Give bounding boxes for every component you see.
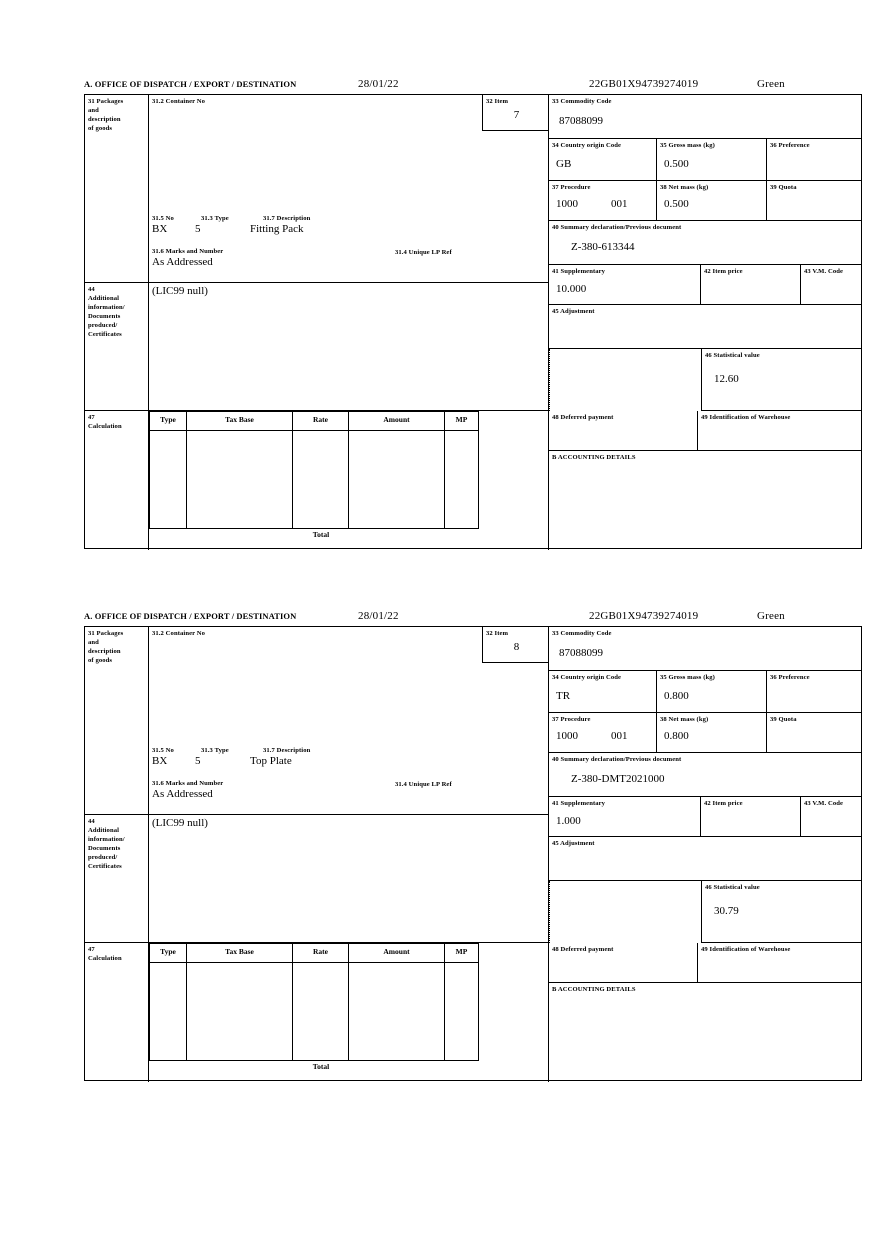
box-45-cell bbox=[549, 305, 861, 349]
box-40-value: Z-380-613344 bbox=[571, 241, 635, 253]
box-37-cell-2 bbox=[549, 713, 657, 753]
box-49-cell-2 bbox=[698, 943, 861, 983]
box-47-col-rate-label: Rate bbox=[313, 415, 328, 424]
box-35-cell bbox=[657, 139, 767, 181]
box-31-label-line-3: description bbox=[88, 648, 121, 656]
box-47-col-amount-label: Amount bbox=[383, 947, 410, 956]
box-47-total-label: Total bbox=[312, 530, 330, 539]
box-38-cell-2 bbox=[657, 713, 767, 753]
box-31-6-marks-label: 31.6 Marks and Number bbox=[152, 780, 224, 787]
box-47-table-cell bbox=[149, 411, 549, 550]
box-46-value: 30.79 bbox=[714, 905, 739, 917]
box-44-label-line-1: 44 bbox=[88, 286, 95, 293]
box-32-label: 32 Item bbox=[486, 630, 509, 637]
box-47-body-type bbox=[149, 963, 187, 1061]
box-47-label-cell-2 bbox=[85, 943, 149, 1082]
movement-reference-number: 22GB01X94739274019 bbox=[589, 78, 699, 90]
box-37-value-additional: 001 bbox=[611, 198, 628, 210]
box-44-label-line-3: information/ bbox=[88, 836, 125, 844]
box-47-body-mp bbox=[445, 431, 479, 529]
box-47-table-cell-2 bbox=[149, 943, 549, 1082]
box-44-label-cell-2 bbox=[85, 815, 149, 943]
box-31-6-marks-value: As Addressed bbox=[152, 788, 213, 800]
declaration-form-item-8 bbox=[84, 610, 862, 1081]
box-47-col-type bbox=[149, 943, 187, 963]
box-45-label: 45 Adjustment bbox=[552, 308, 595, 315]
box-44-value: (LIC99 null) bbox=[152, 817, 208, 829]
box-47-body-amount bbox=[349, 431, 445, 529]
box-44-label-line-6: Certificates bbox=[88, 863, 122, 871]
box-32-label: 32 Item bbox=[486, 98, 509, 105]
box-45-cell-2 bbox=[549, 837, 861, 881]
box-47-col-taxbase bbox=[187, 411, 293, 431]
box-42-label: 42 Item price bbox=[704, 268, 743, 275]
declaration-grid bbox=[84, 94, 862, 549]
box-45-46-divider-2 bbox=[549, 881, 550, 943]
box-39-label: 39 Quota bbox=[770, 716, 797, 723]
box-31-7-description-label: 31.7 Description bbox=[263, 747, 311, 754]
box-33-cell-2 bbox=[549, 627, 861, 671]
box-48-cell bbox=[549, 411, 698, 451]
form-header-2 bbox=[84, 610, 862, 626]
box-47-col-rate bbox=[293, 411, 349, 431]
box-41-value: 1.000 bbox=[556, 815, 581, 827]
box-33-cell bbox=[549, 95, 861, 139]
box-33-label: 33 Commodity Code bbox=[552, 630, 612, 637]
box-34-label: 34 Country origin Code bbox=[552, 142, 622, 149]
box-31-4-unique-lp-label: 31.4 Unique LP Ref bbox=[395, 781, 452, 788]
box-34-cell-2 bbox=[549, 671, 657, 713]
box-32-value: 7 bbox=[513, 109, 520, 121]
box-47-body-taxbase bbox=[187, 963, 293, 1061]
box-42-cell-2 bbox=[701, 797, 801, 837]
box-39-cell bbox=[767, 181, 861, 221]
route-lane: Green bbox=[757, 78, 785, 90]
box-31-5-no-value: BX bbox=[152, 755, 168, 767]
box-38-label: 38 Net mass (kg) bbox=[660, 184, 709, 191]
box-36-label: 36 Preference bbox=[770, 674, 810, 681]
box-38-label: 38 Net mass (kg) bbox=[660, 716, 709, 723]
box-47-label-line-2: Calculation bbox=[88, 955, 122, 963]
box-47-label-line-1: 47 bbox=[88, 946, 95, 953]
box-44-label-line-2: Additional bbox=[88, 295, 120, 303]
box-42-label: 42 Item price bbox=[704, 800, 743, 807]
box-47-col-amount-label: Amount bbox=[383, 415, 410, 424]
box-31-2-container-label: 31.2 Container No bbox=[152, 630, 206, 637]
box-49-label: 49 Identification of Warehouse bbox=[701, 946, 791, 953]
box-47-col-type bbox=[149, 411, 187, 431]
box-41-cell-2 bbox=[549, 797, 701, 837]
box-37-value-additional: 001 bbox=[611, 730, 628, 742]
box-49-label: 49 Identification of Warehouse bbox=[701, 414, 791, 421]
box-47-col-amount bbox=[349, 943, 445, 963]
box-47-col-mp-label: MP bbox=[455, 947, 468, 956]
declaration-date-2: 28/01/22 bbox=[358, 610, 399, 622]
box-37-label: 37 Procedure bbox=[552, 184, 591, 191]
box-47-col-mp-label: MP bbox=[455, 415, 468, 424]
box-31-7-description-value: Top Plate bbox=[250, 755, 292, 767]
box-37-cell bbox=[549, 181, 657, 221]
box-31-3-type-label: 31.3 Type bbox=[201, 747, 229, 754]
box-43-label: 43 V.M. Code bbox=[804, 268, 844, 275]
box-31-5-no-label: 31.5 No bbox=[152, 747, 174, 754]
box-47-label-line-1: 47 bbox=[88, 414, 95, 421]
box-31-label-line-1: 31 Packages bbox=[88, 630, 124, 637]
box-b-label: B ACCOUNTING DETAILS bbox=[552, 986, 636, 993]
box-48-label: 48 Deferred payment bbox=[552, 946, 614, 953]
box-b-label: B ACCOUNTING DETAILS bbox=[552, 454, 636, 461]
box-44-label-line-2: Additional bbox=[88, 827, 120, 835]
box-47-col-rate-label: Rate bbox=[313, 947, 328, 956]
box-47-body-mp bbox=[445, 963, 479, 1061]
box-44-label-line-6: Certificates bbox=[88, 331, 122, 339]
box-44-label-cell bbox=[85, 283, 149, 411]
box-48-label: 48 Deferred payment bbox=[552, 414, 614, 421]
box-40-cell bbox=[549, 221, 861, 265]
route-lane-2: Green bbox=[757, 610, 785, 622]
box-35-value: 0.500 bbox=[664, 158, 689, 170]
box-35-label: 35 Gross mass (kg) bbox=[660, 142, 715, 149]
box-40-label: 40 Summary declaration/Previous document bbox=[552, 756, 682, 763]
box-31-label-line-4: of goods bbox=[88, 125, 113, 133]
box-39-label: 39 Quota bbox=[770, 184, 797, 191]
box-42-cell bbox=[701, 265, 801, 305]
box-31-3-type-value: 5 bbox=[195, 755, 201, 767]
box-37-value-procedure: 1000 bbox=[556, 198, 578, 210]
office-of-dispatch-label: A. OFFICE OF DISPATCH / EXPORT / DESTINATION bbox=[84, 79, 297, 89]
box-44-content-cell-2 bbox=[149, 815, 549, 943]
box-31-label-line-2: and bbox=[88, 639, 99, 647]
box-31-7-description-label: 31.7 Description bbox=[263, 215, 311, 222]
box-46-cell-2 bbox=[701, 881, 861, 943]
box-47-col-amount bbox=[349, 411, 445, 431]
declaration-form-item-7 bbox=[84, 78, 862, 549]
box-43-cell-2 bbox=[801, 797, 861, 837]
box-36-cell-2 bbox=[767, 671, 861, 713]
box-34-cell bbox=[549, 139, 657, 181]
box-44-label-line-5: produced/ bbox=[88, 854, 118, 862]
box-33-value: 87088099 bbox=[559, 647, 603, 659]
box-47-col-taxbase bbox=[187, 943, 293, 963]
box-32-cell-2 bbox=[482, 627, 549, 663]
box-48-cell-2 bbox=[549, 943, 698, 983]
box-47-label-line-2: Calculation bbox=[88, 423, 122, 431]
box-46-cell bbox=[701, 349, 861, 411]
box-31-5-no-label: 31.5 No bbox=[152, 215, 174, 222]
box-47-body-taxbase bbox=[187, 431, 293, 529]
box-44-label-line-4: Documents bbox=[88, 845, 121, 853]
box-36-label: 36 Preference bbox=[770, 142, 810, 149]
box-47-col-mp bbox=[445, 943, 479, 963]
box-46-label: 46 Statistical value bbox=[705, 352, 760, 359]
box-47-label-cell bbox=[85, 411, 149, 550]
box-41-value: 10.000 bbox=[556, 283, 587, 295]
box-31-4-unique-lp-label: 31.4 Unique LP Ref bbox=[395, 249, 452, 256]
box-45-46-divider bbox=[549, 349, 550, 411]
box-33-value: 87088099 bbox=[559, 115, 603, 127]
box-34-label: 34 Country origin Code bbox=[552, 674, 622, 681]
box-47-col-type-label: Type bbox=[160, 947, 176, 956]
box-40-value: Z-380-DMT2021000 bbox=[571, 773, 665, 785]
box-38-cell bbox=[657, 181, 767, 221]
box-31-label-line-4: of goods bbox=[88, 657, 113, 665]
box-38-value: 0.500 bbox=[664, 198, 689, 210]
box-43-cell bbox=[801, 265, 861, 305]
box-b-accounting-cell-2 bbox=[549, 983, 861, 1082]
box-44-value: (LIC99 null) bbox=[152, 285, 208, 297]
box-41-label: 41 Supplementary bbox=[552, 800, 606, 807]
declaration-grid-2 bbox=[84, 626, 862, 1081]
box-44-label-line-1: 44 bbox=[88, 818, 95, 825]
box-36-cell bbox=[767, 139, 861, 181]
box-40-cell-2 bbox=[549, 753, 861, 797]
movement-reference-number-2: 22GB01X94739274019 bbox=[589, 610, 699, 622]
box-43-label: 43 V.M. Code bbox=[804, 800, 844, 807]
box-47-col-taxbase-label: Tax Base bbox=[225, 947, 254, 956]
office-of-dispatch-label-2: A. OFFICE OF DISPATCH / EXPORT / DESTINATION bbox=[84, 611, 297, 621]
box-47-body-type bbox=[149, 431, 187, 529]
box-39-cell-2 bbox=[767, 713, 861, 753]
box-44-label-line-5: produced/ bbox=[88, 322, 118, 330]
box-31-label-line-3: description bbox=[88, 116, 121, 124]
box-38-value: 0.800 bbox=[664, 730, 689, 742]
box-31-7-description-value: Fitting Pack bbox=[250, 223, 304, 235]
box-32-value: 8 bbox=[513, 641, 520, 653]
box-47-col-rate bbox=[293, 943, 349, 963]
box-31-6-marks-label: 31.6 Marks and Number bbox=[152, 248, 224, 255]
box-44-content-cell bbox=[149, 283, 549, 411]
box-35-cell-2 bbox=[657, 671, 767, 713]
box-31-5-no-value: BX bbox=[152, 223, 168, 235]
box-47-body-rate bbox=[293, 431, 349, 529]
form-header bbox=[84, 78, 862, 94]
box-31-6-marks-value: As Addressed bbox=[152, 256, 213, 268]
box-37-label: 37 Procedure bbox=[552, 716, 591, 723]
box-47-total-label: Total bbox=[312, 1062, 330, 1071]
box-46-label: 46 Statistical value bbox=[705, 884, 760, 891]
box-49-cell bbox=[698, 411, 861, 451]
box-31-label-cell bbox=[85, 95, 149, 283]
box-31-3-type-value: 5 bbox=[195, 223, 201, 235]
box-35-value: 0.800 bbox=[664, 690, 689, 702]
box-37-value-procedure: 1000 bbox=[556, 730, 578, 742]
box-40-label: 40 Summary declaration/Previous document bbox=[552, 224, 682, 231]
box-47-body-rate bbox=[293, 963, 349, 1061]
box-31-label-line-1: 31 Packages bbox=[88, 98, 124, 105]
box-31-label-line-2: and bbox=[88, 107, 99, 115]
declaration-date: 28/01/22 bbox=[358, 78, 399, 90]
box-33-label: 33 Commodity Code bbox=[552, 98, 612, 105]
box-46-value: 12.60 bbox=[714, 373, 739, 385]
box-34-value: GB bbox=[556, 158, 572, 170]
box-31-label-cell-2 bbox=[85, 627, 149, 815]
box-47-col-taxbase-label: Tax Base bbox=[225, 415, 254, 424]
box-45-label: 45 Adjustment bbox=[552, 840, 595, 847]
box-b-accounting-cell bbox=[549, 451, 861, 550]
box-34-value: TR bbox=[556, 690, 571, 702]
box-35-label: 35 Gross mass (kg) bbox=[660, 674, 715, 681]
box-47-body-amount bbox=[349, 963, 445, 1061]
box-44-label-line-4: Documents bbox=[88, 313, 121, 321]
box-31-2-container-label: 31.2 Container No bbox=[152, 98, 206, 105]
box-44-label-line-3: information/ bbox=[88, 304, 125, 312]
box-31-3-type-label: 31.3 Type bbox=[201, 215, 229, 222]
box-41-label: 41 Supplementary bbox=[552, 268, 606, 275]
box-32-cell bbox=[482, 95, 549, 131]
box-47-col-type-label: Type bbox=[160, 415, 176, 424]
box-41-cell bbox=[549, 265, 701, 305]
box-47-col-mp bbox=[445, 411, 479, 431]
